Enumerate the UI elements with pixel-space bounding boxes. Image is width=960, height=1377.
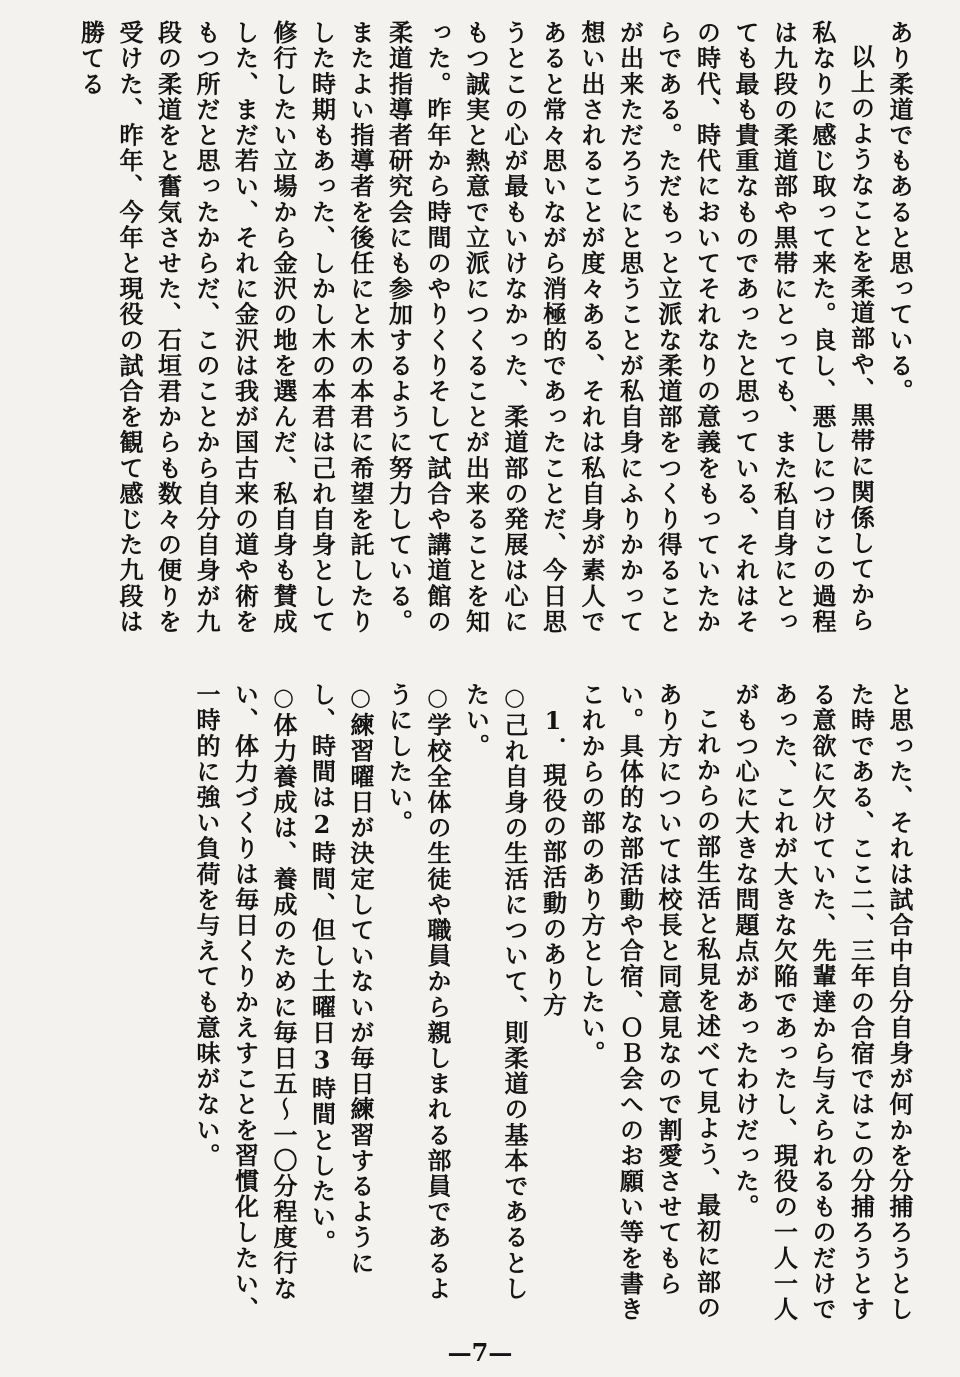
- lower-text-block: [38, 682, 918, 1322]
- list-item: ○練習曜日が決定していないが毎日練習するようにし、時間は2時間、但し土曜日3時間としたい。: [307, 682, 375, 1276]
- section-heading: 1．現役の部活動のあり方: [538, 706, 568, 1019]
- list-item: ○体力養成は、養成のために毎日五〜一〇分程度行ない、体力づくりは毎日くりかえすことを習慣化したい、一時的に強い負荷を与えても意味がない。: [192, 682, 298, 1322]
- upper-text-block: [38, 20, 918, 640]
- list-item: ○学校全体の生徒や職員から親しまれる部員であるようにしたい。: [384, 682, 452, 1302]
- paragraph: これからの部生活と私見を述べて見よう、最初に部のあり方については校長と同意見なので割愛させてもらい。具体的な部活動や合宿、ＯＢ会へのお願い等を書きこれからの部のあり方としたい。: [577, 682, 722, 1322]
- paragraph: 以上のようなことを柔道部や、黒帯に関係してから私なりに感じ取って来た。良し、悪しにつけこの過程は九段の柔道部や黒帯にとっても、また私自身にとっても最も貴重なものであったと思っている、それはその時代、時代においてそれなりの意義をもっていたからである。ただもっと立派な柔道部をつくり得ることが出来ただろうにと思うことが私自身にふりかかって想い出されることが度々ある、それは私自身が素人であると常々思いながら消極的であったことだ、今日思うとこの心が最もいけなかった、柔道部の発展は心にもつ誠実と熱意で立派につくることが出来ることを知った。昨年から時間のやりくりそして試合や講道館の柔道指導者研究会にも参加するように努力している。またよい指導者を後任にと木の本君に希望を託したりした時期もあった、しかし木の本君は己れ自身として修行したい立場から金沢の地を選んだ、私自身も賛成した、まだ若い、それに金沢は我が国古来の道や術をもつ所だと思ったからだ、このことから自分自身が九段の柔道をと奮気させた、石垣君からも数々の便りを受けた、昨年、今年と現役の試合を観て感じた九段は勝てる: [76, 20, 876, 635]
- paragraph: と思った、それは試合中自分自身が何かを分捕ろうとした時である、ここ二、三年の合宿ではこの分捕ろうとする意欲に欠けていた、先輩達から与えられるものだけであった、これが大きな欠陥であったし、現役の一人一人がもつ心に大きな問題点があったわけだった。: [731, 682, 914, 1322]
- list-item: ○己れ自身の生活について、則柔道の基本であるとしたい。: [461, 682, 529, 1302]
- paragraph: あり柔道でもあると思っている。: [885, 20, 914, 404]
- page-number: —7—: [447, 1338, 513, 1367]
